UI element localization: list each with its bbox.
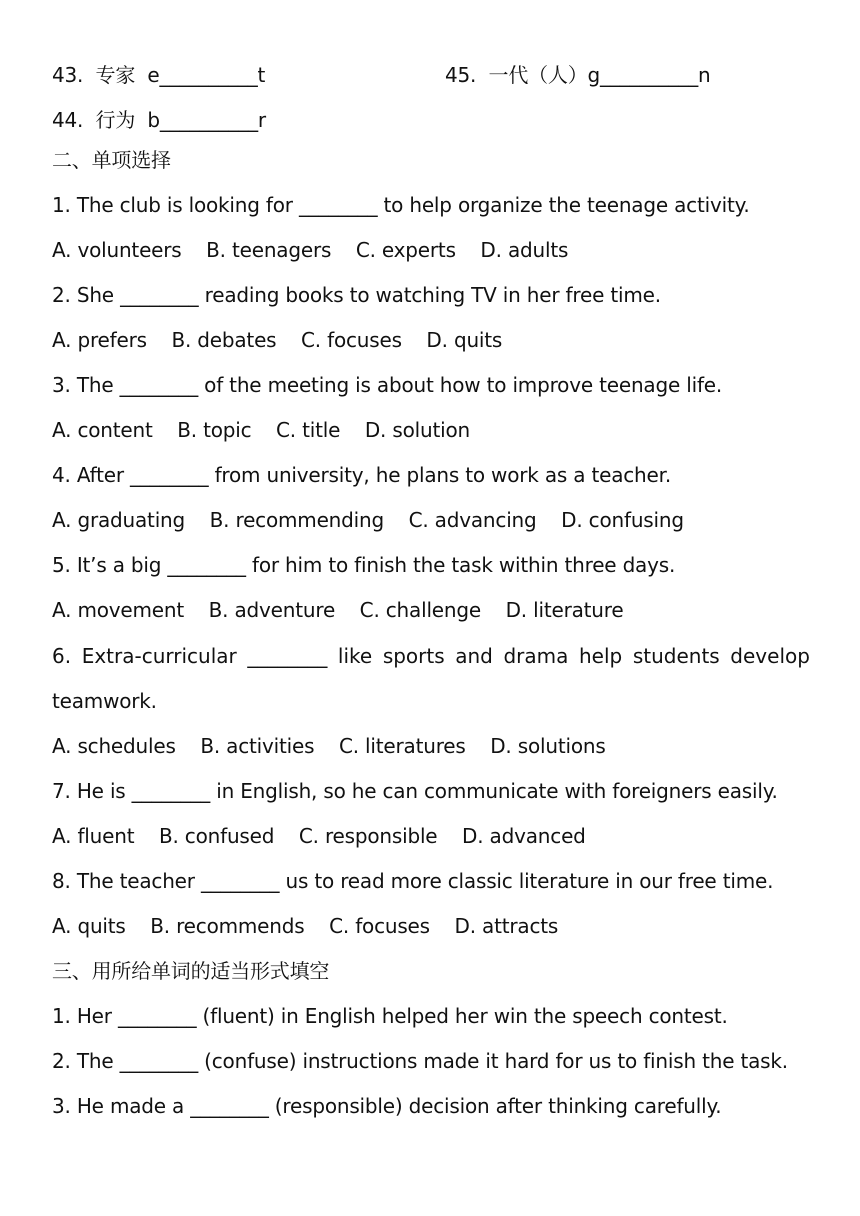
word: drama xyxy=(503,644,569,668)
question-8-stem: 8. The teacher ________ us to read more classic literature in our free time. xyxy=(52,869,774,893)
question-1-stem: 1. The club is looking for ________ to help organize the teenage activity. xyxy=(52,193,750,217)
question-6-options: A. schedules B. activities C. literatures D. solutions xyxy=(52,734,606,758)
fill-item-2: 2. The ________ (confuse) instructions made it hard for us to finish the task. xyxy=(52,1049,788,1073)
question-7-options: A. fluent B. confused C. responsible D. advanced xyxy=(52,824,586,848)
question-6-stem-continued: teamwork. xyxy=(52,689,157,713)
question-3-stem: 3. The ________ of the meeting is about how to improve teenage life. xyxy=(52,373,723,397)
question-3-options: A. content B. topic C. title D. solution xyxy=(52,418,470,442)
question-4-stem: 4. After ________ from university, he plans to work as a teacher. xyxy=(52,463,671,487)
section-heading-multiple-choice: 二、单项选择 xyxy=(52,148,171,172)
question-4-options: A. graduating B. recommending C. advancing D. confusing xyxy=(52,508,684,532)
vocab-item-44: 44. 行为 b__________r xyxy=(52,108,266,132)
word: sports xyxy=(382,644,445,668)
question-2-options: A. prefers B. debates C. focuses D. quits xyxy=(52,328,503,352)
fill-item-3: 3. He made a ________ (responsible) decision after thinking carefully. xyxy=(52,1094,722,1118)
question-8-options: A. quits B. recommends C. focuses D. attracts xyxy=(52,914,559,938)
question-7-stem: 7. He is ________ in English, so he can communicate with foreigners easily. xyxy=(52,779,778,803)
word: and xyxy=(455,644,493,668)
vocab-item-45: 45. 一代（人）g__________n xyxy=(445,63,711,87)
question-5-options: A. movement B. adventure C. challenge D. literature xyxy=(52,598,624,622)
vocab-item-43: 43. 专家 e__________t xyxy=(52,63,266,87)
question-2-stem: 2. She ________ reading books to watching TV in her free time. xyxy=(52,283,661,307)
word: students xyxy=(632,644,720,668)
word: ________ xyxy=(247,644,328,668)
question-5-stem: 5. It’s a big ________ for him to finish the task within three days. xyxy=(52,553,676,577)
section-heading-word-forms: 三、用所给单词的适当形式填空 xyxy=(52,959,330,983)
word: like xyxy=(337,644,373,668)
word: help xyxy=(579,644,623,668)
question-1-options: A. volunteers B. teenagers C. experts D. adults xyxy=(52,238,569,262)
word: Extra-curricular xyxy=(81,644,237,668)
fill-item-1: 1. Her ________ (fluent) in English helped her win the speech contest. xyxy=(52,1004,728,1028)
word: develop xyxy=(730,644,810,668)
question-6-stem xyxy=(52,641,810,671)
word: 6. xyxy=(52,644,72,668)
